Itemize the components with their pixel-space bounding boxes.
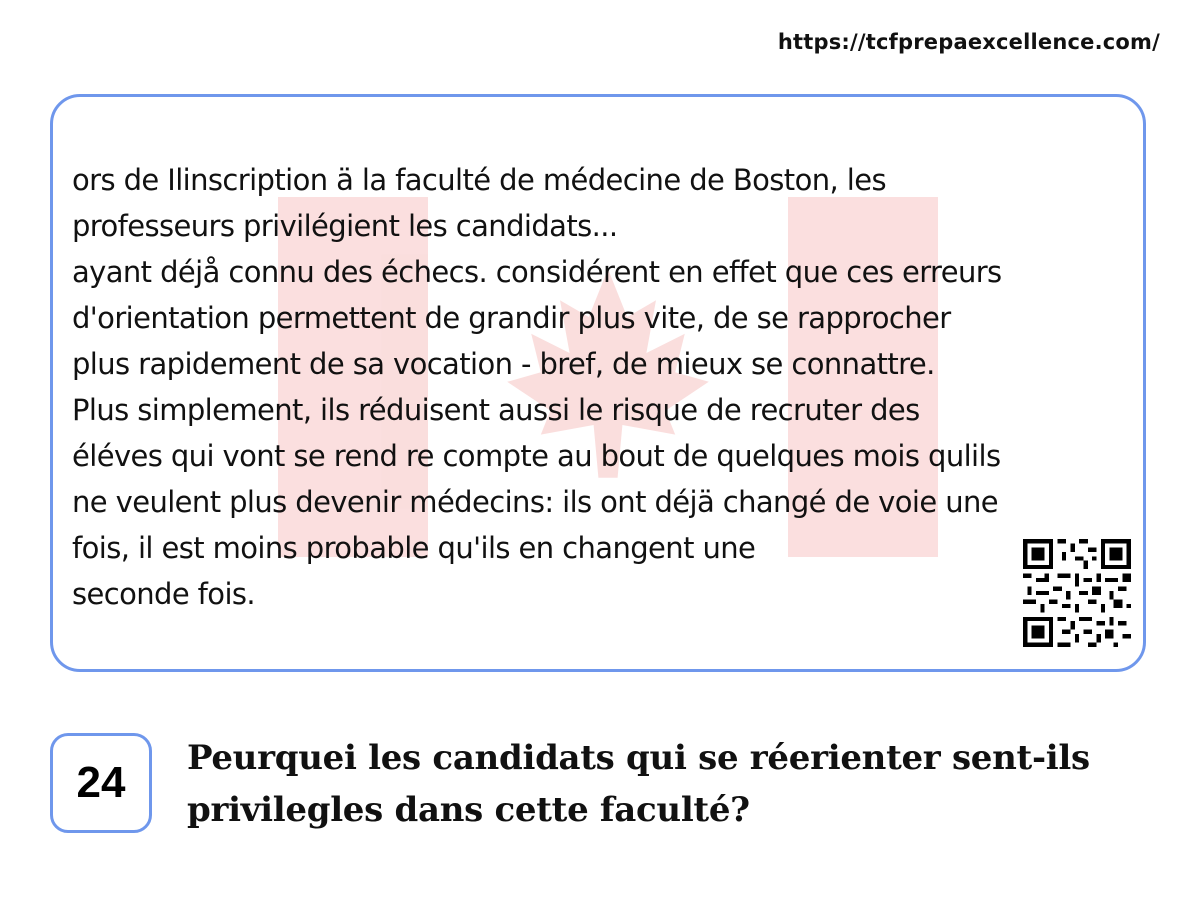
question-text: Peurquei les candidats qui se réerienter sent-ils privilegles dans cette faculté?: [187, 738, 1090, 830]
passage-card: [50, 94, 1146, 672]
site-url: https://tcfprepaexcellence.com/: [777, 30, 1160, 54]
question-number: 24: [50, 733, 152, 833]
qr-code-icon[interactable]: [1023, 539, 1131, 647]
passage-text: ors de Ilinscription ä la faculté de médecine de Boston, les professeurs privilégient les candidats... ayant déjå connu des échecs. considérent en effet que ces erreurs d'orientation permettent de grandir plus vite, de se rapprocher plus rapidement de sa vocation - bref, de mieux se connattre. Plus simplement, ils réduisent aussi le risque de recruter des éléves qui vont se rend re compte au bout de quelques mois qulils ne veulent plus devenir médecins: ils ont déjä changé de voie une fois, il est moins probable qu'ils en changent une seconde fois.: [72, 163, 1002, 611]
